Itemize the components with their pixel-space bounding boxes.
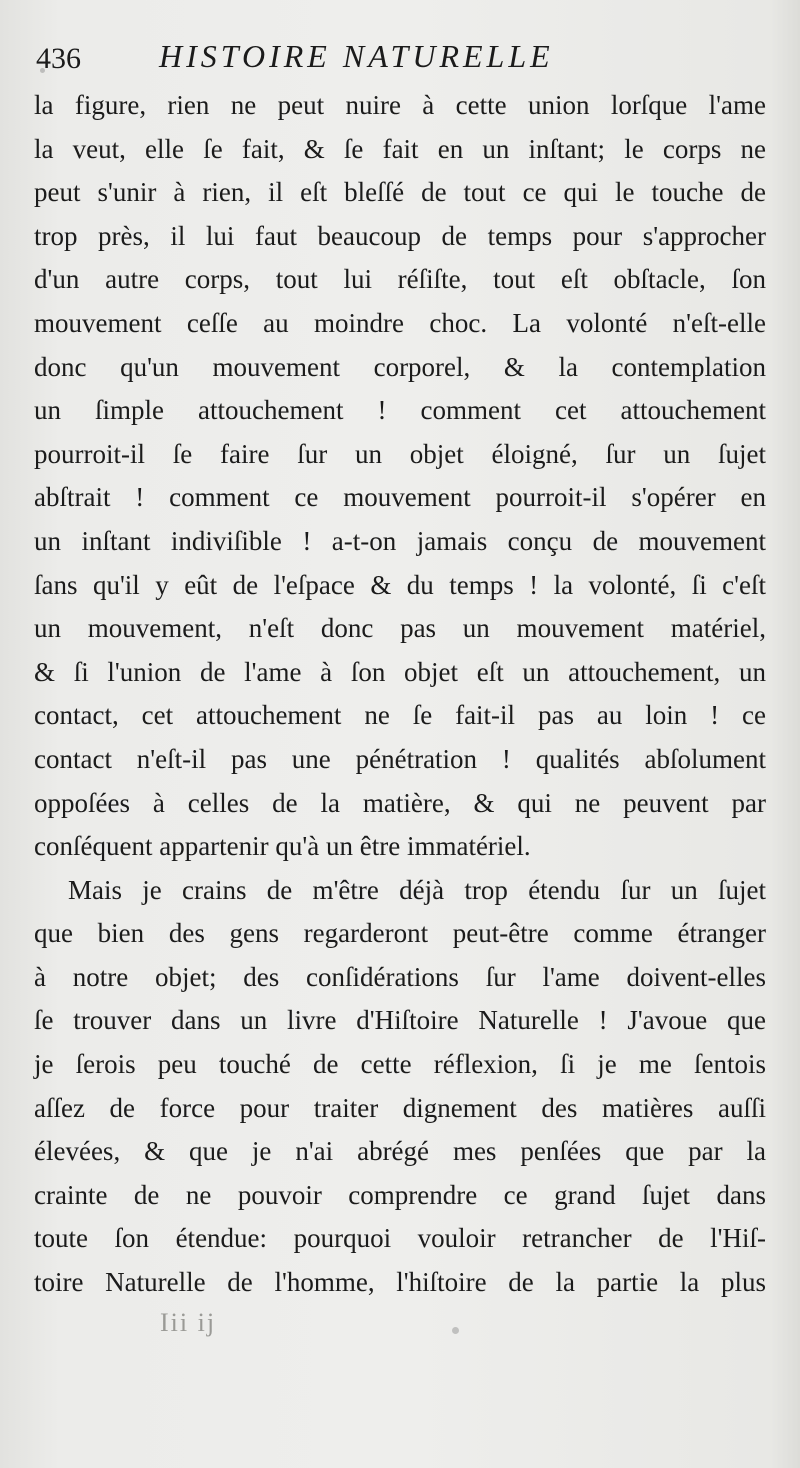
text-line: peut s'unir à rien, il eſt bleſſé de tout ce qui le touche de bbox=[34, 177, 766, 208]
text-line: d'un autre corps, tout lui réſiſte, tout eſt obſtacle, ſon bbox=[34, 264, 766, 295]
text-line: la figure, rien ne peut nuire à cette union lorſque l'ame bbox=[34, 90, 766, 120]
text-line: abſtrait ! comment ce mouvement pourroit-il s'opérer en bbox=[34, 482, 766, 513]
text-line: mouvement ceſſe au moindre choc. La volonté n'eſt-elle bbox=[34, 307, 766, 338]
text-line: contact n'eſt-il pas une pénétration ! qualités abſolument bbox=[34, 743, 766, 774]
text-line: ſans qu'il y eût de l'eſpace & du temps ! la volonté, ſi c'eſt bbox=[34, 569, 766, 600]
text-line: à notre objet; des conſidérations ſur l'ame doivent-elles bbox=[34, 961, 766, 992]
text-line: pourroit-il ſe faire ſur un objet éloigné, ſur un ſujet bbox=[34, 438, 766, 469]
text-line: un mouvement, n'eſt donc pas un mouvement matériel, bbox=[34, 613, 766, 644]
running-title: HISTOIRE NATURELLE bbox=[159, 38, 554, 74]
text-line: toire Naturelle de l'homme, l'hiſtoire de la partie la plus bbox=[34, 1267, 766, 1298]
signature-mark: Iii ij bbox=[160, 1308, 217, 1337]
text-line: donc qu'un mouvement corporel, & la contemplation bbox=[34, 351, 766, 382]
text-line: aſſez de force pour traiter dignement des matières auſſi bbox=[34, 1092, 766, 1123]
page-number: 436 bbox=[36, 42, 81, 75]
text-line: crainte de ne pouvoir comprendre ce grand ſujet dans bbox=[34, 1179, 766, 1210]
text-line: un ſimple attouchement ! comment cet attouchement bbox=[34, 395, 766, 426]
text-line: un inſtant indiviſible ! a-t-on jamais conçu de mouvement bbox=[34, 525, 766, 556]
text-line: ſe trouver dans un livre d'Hiſtoire Naturelle ! J'avoue que bbox=[34, 1005, 766, 1036]
text-line: que bien des gens regarderont peut-être comme étranger bbox=[34, 918, 766, 949]
text-line: toute ſon étendue: pourquoi vouloir retrancher de l'Hiſ- bbox=[34, 1223, 766, 1254]
ink-speck bbox=[452, 1327, 459, 1334]
text-line: Mais je crains de m'être déjà trop étendu ſur un ſujet bbox=[68, 874, 766, 905]
text-line: oppoſées à celles de la matière, & qui ne peuvent par bbox=[34, 787, 766, 818]
text-line: élevées, & que je n'ai abrégé mes penſées que par la bbox=[34, 1136, 766, 1167]
text-line: contact, cet attouchement ne ſe fait-il pas au loin ! ce bbox=[34, 700, 766, 731]
body-text bbox=[34, 84, 766, 1305]
text-line: la veut, elle ſe fait, & ſe fait en un inſtant; le corps ne bbox=[34, 133, 766, 164]
text-line: je ſerois peu touché de cette réflexion, ſi je me ſentois bbox=[34, 1049, 766, 1080]
text-line: conſéquent appartenir qu'à un être immatériel. bbox=[34, 831, 531, 862]
text-line: trop près, il lui faut beaucoup de temps pour s'approcher bbox=[34, 220, 766, 251]
ink-speck bbox=[40, 68, 45, 73]
text-line: & ſi l'union de l'ame à ſon objet eſt un attouchement, un bbox=[34, 656, 766, 687]
running-head bbox=[36, 38, 766, 84]
